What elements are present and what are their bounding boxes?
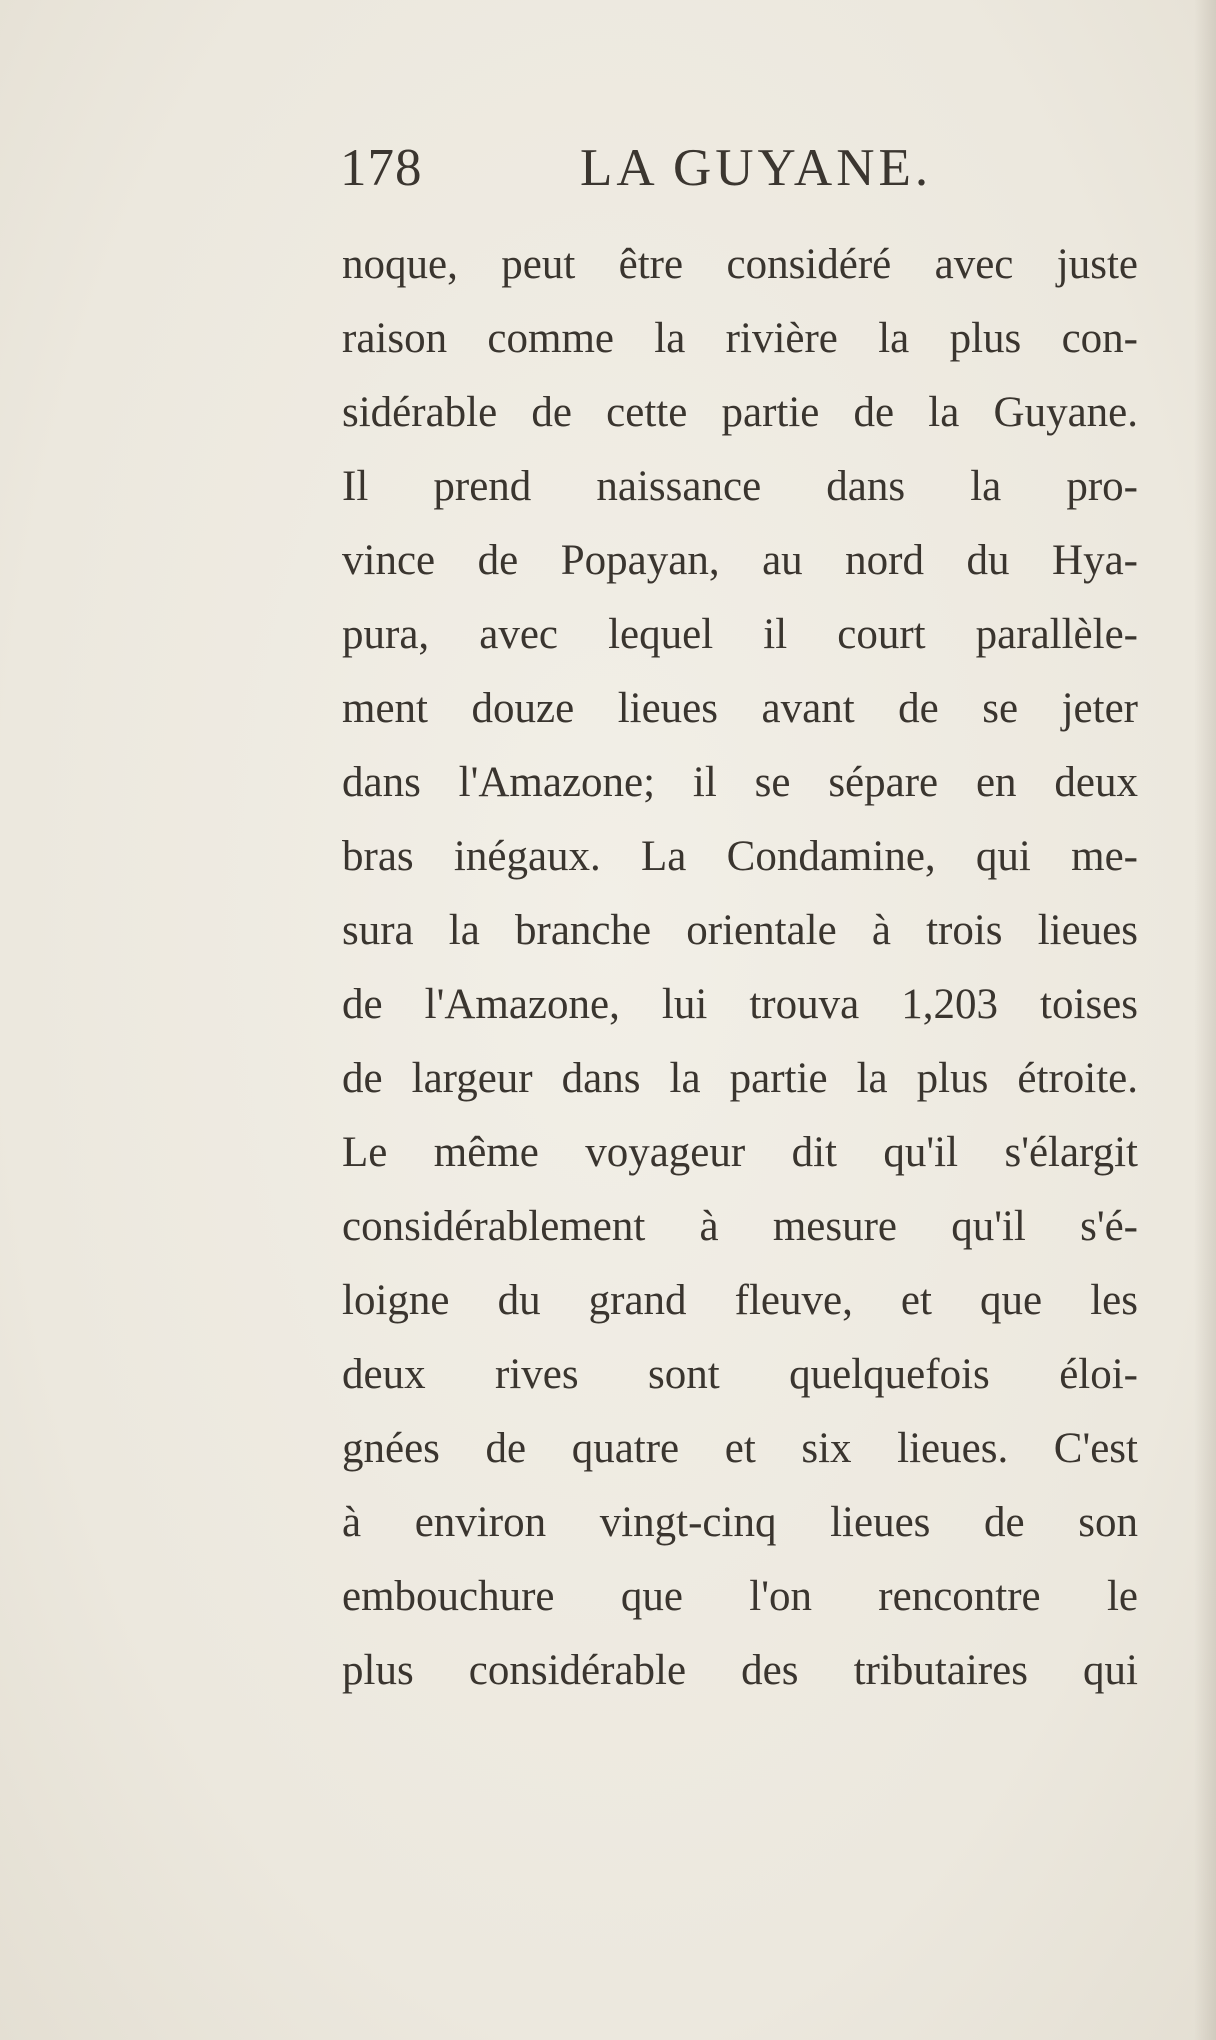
text-line: de l'Amazone, lui trouva 1,203 toises [342, 981, 1138, 1028]
text-line: gnées de quatre et six lieues. C'est [342, 1425, 1138, 1472]
text-line: ment douze lieues avant de se jeter [342, 685, 1138, 732]
text-line: embouchure que l'on rencontre le [342, 1573, 1138, 1620]
text-line: sidérable de cette partie de la Guyane. [342, 389, 1138, 436]
page-number: 178 [340, 139, 423, 197]
text-line: considérablement à mesure qu'il s'é- [342, 1203, 1138, 1250]
text-line: noque, peut être considéré avec juste [342, 241, 1138, 288]
running-title: LA GUYANE. [580, 139, 933, 197]
text-line: sura la branche orientale à trois lieues [342, 907, 1138, 954]
text-line: raison comme la rivière la plus con- [342, 315, 1138, 362]
text-line: deux rives sont quelquefois éloi- [342, 1351, 1138, 1398]
body-text [342, 228, 1138, 1708]
text-line: à environ vingt-cinq lieues de son [342, 1499, 1138, 1546]
text-line: Il prend naissance dans la pro- [342, 463, 1138, 510]
text-line: vince de Popayan, au nord du Hya- [342, 537, 1138, 584]
text-line: de largeur dans la partie la plus étroite. [342, 1055, 1138, 1102]
text-line: dans l'Amazone; il se sépare en deux [342, 759, 1138, 806]
text-line: bras inégaux. La Condamine, qui me- [342, 833, 1138, 880]
page-edge-shadow [1194, 0, 1216, 2040]
text-line: plus considérable des tributaires qui [342, 1647, 1138, 1694]
text-line: pura, avec lequel il court parallèle- [342, 611, 1138, 658]
text-line: loigne du grand fleuve, et que les [342, 1277, 1138, 1324]
running-head [340, 138, 1140, 198]
text-line: Le même voyageur dit qu'il s'élargit [342, 1129, 1138, 1176]
